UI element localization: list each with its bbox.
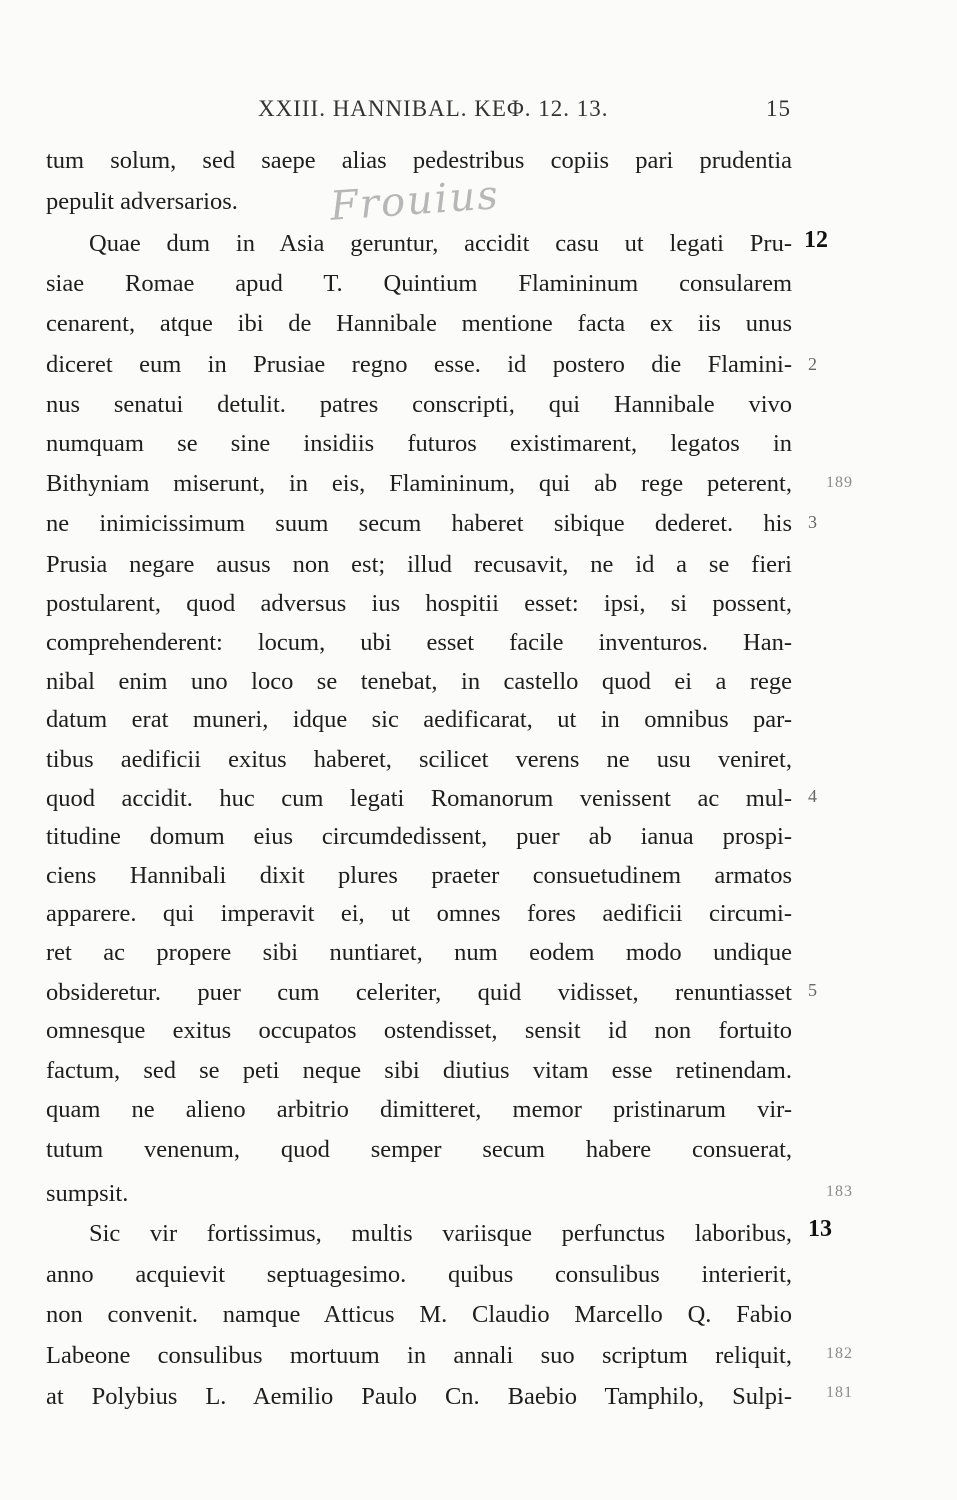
text-line: at Polybius L. Aemilio Paulo Cn. Baebio Tamphilo, Sulpi-	[46, 1383, 792, 1410]
text-line: Sic vir fortissimus, multis variisque perfunctus laboribus,	[89, 1220, 792, 1247]
text-line: ciens Hannibali dixit plures praeter consuetudinem armatos	[46, 862, 792, 889]
text-line: tum solum, sed saepe alias pedestribus copiis pari prudentia	[46, 147, 792, 174]
section-number-2: 2	[808, 354, 817, 374]
section-number-5: 5	[808, 980, 817, 1000]
year-marker-182: 182	[826, 1345, 853, 1362]
text-line: non convenit. namque Atticus M. Claudio Marcello Q. Fabio	[46, 1301, 792, 1328]
chapter-number-12: 12	[804, 227, 828, 253]
text-line: titudine domum eius circumdedissent, puer ab ianua prospi-	[46, 823, 792, 850]
page-number: 15	[766, 96, 791, 121]
chapter-number-13: 13	[808, 1216, 832, 1242]
year-marker-181: 181	[826, 1384, 853, 1401]
section-number-4: 4	[808, 786, 817, 806]
text-line: quam ne alieno arbitrio dimitteret, memor pristinarum vir-	[46, 1096, 792, 1123]
text-line: comprehenderent: locum, ubi esset facile inventuros. Han-	[46, 629, 792, 656]
text-line: numquam se sine insidiis futuros existimarent, legatos in	[46, 430, 792, 457]
text-line: ne inimicissimum suum secum haberet sibique dederet. his	[46, 510, 792, 537]
text-line: Bithyniam miserunt, in eis, Flamininum, qui ab rege peterent,	[46, 470, 792, 497]
section-number-3: 3	[808, 512, 817, 532]
text-line: diceret eum in Prusiae regno esse. id postero die Flamini-	[46, 351, 792, 378]
text-line: anno acquievit septuagesimo. quibus consulibus interierit,	[46, 1261, 792, 1288]
text-line: Labeone consulibus mortuum in annali suo scriptum reliquit,	[46, 1342, 792, 1369]
text-line: cenarent, atque ibi de Hannibale mentione facta ex iis unus	[46, 310, 792, 337]
text-line: ret ac propere sibi nuntiaret, num eodem modo undique	[46, 939, 792, 966]
text-line: omnesque exitus occupatos ostendisset, sensit id non fortuito	[46, 1017, 792, 1044]
text-line: nibal enim uno loco se tenebat, in castello quod ei a rege	[46, 668, 792, 695]
text-line: tutum venenum, quod semper secum habere consuerat,	[46, 1136, 792, 1163]
text-line: Quae dum in Asia geruntur, accidit casu ut legati Pru-	[89, 230, 792, 257]
text-line: postularent, quod adversus ius hospitii esset: ipsi, si possent,	[46, 590, 792, 617]
text-line: obsideretur. puer cum celeriter, quid vidisset, renuntiasset	[46, 979, 792, 1006]
text-line: tibus aedificii exitus haberet, scilicet verens ne usu veniret,	[46, 746, 792, 773]
running-head-title: XXIII. HANNIBAL. ΚΕΦ. 12. 13.	[258, 96, 609, 121]
year-marker-183: 183	[826, 1183, 853, 1200]
text-line: datum erat muneri, idque sic aedificarat, ut in omnibus par-	[46, 706, 792, 733]
text-line: sumpsit.	[46, 1180, 129, 1207]
text-line: factum, sed se peti neque sibi diutius vitam esse retinendam.	[46, 1057, 792, 1084]
text-line: Prusia negare ausus non est; illud recusavit, ne id a se fieri	[46, 551, 792, 578]
year-marker-189: 189	[826, 474, 853, 491]
text-line: nus senatui detulit. patres conscripti, qui Hannibale vivo	[46, 391, 792, 418]
text-line: siae Romae apud T. Quintium Flamininum consularem	[46, 270, 792, 297]
handwritten-annotation: Frouius	[328, 172, 502, 230]
text-line: pepulit adversarios.	[46, 188, 238, 215]
text-line: apparere. qui imperavit ei, ut omnes fores aedificii circumi-	[46, 900, 792, 927]
text-line: quod accidit. huc cum legati Romanorum venissent ac mul-	[46, 785, 792, 812]
